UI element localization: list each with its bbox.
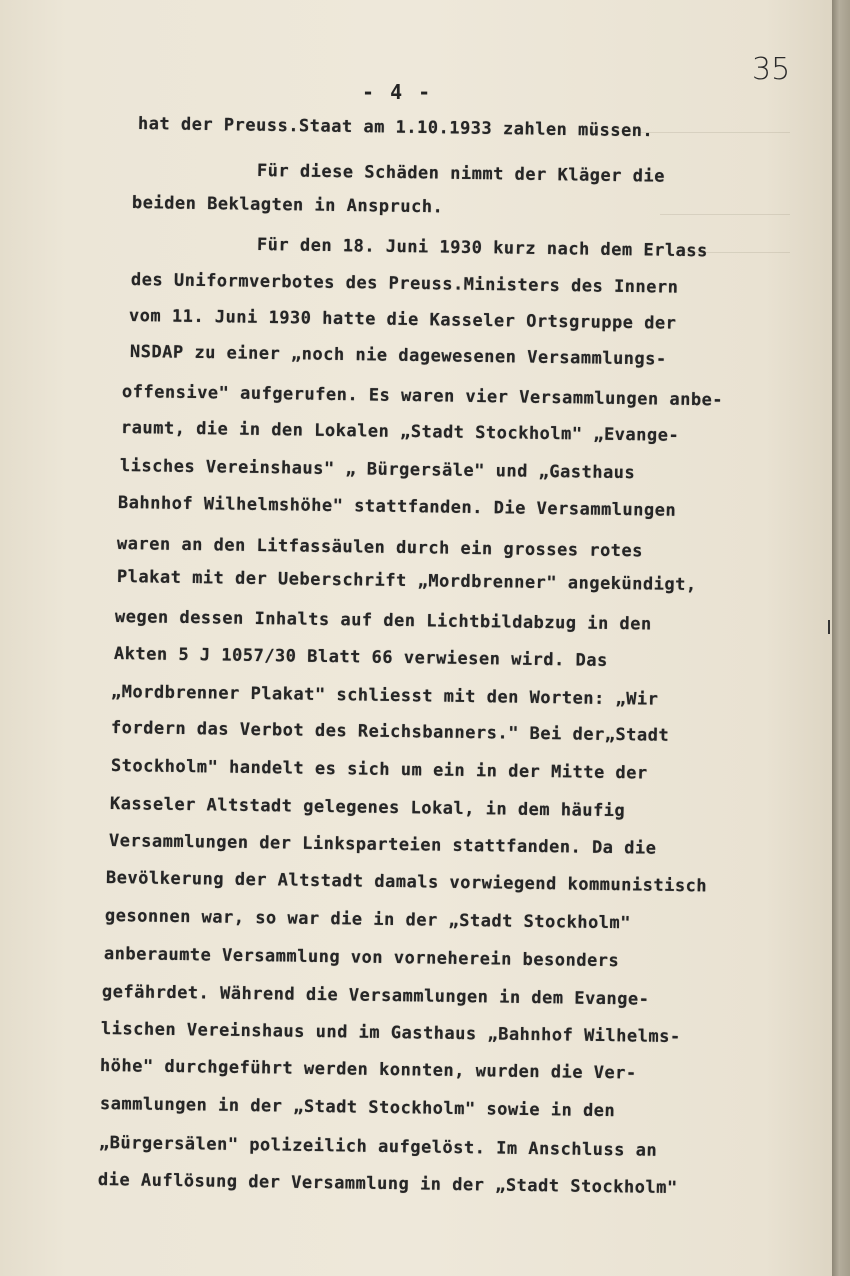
margin-mark [828, 620, 830, 634]
text-line: Bevölkerung der Altstadt damals vorwiegend kommunistisch [105, 868, 708, 897]
text-line: „Mordbrenner Plakat" schliesst mit den Worten: „Wir [110, 682, 659, 710]
text-line: offensive" aufgerufen. Es waren vier Versammlungen anbe- [121, 382, 724, 411]
text-line: Kasseler Altstadt gelegenes Lokal, in dem häufig [109, 794, 626, 822]
text-line: Versammlungen der Linksparteien stattfanden. Da die [108, 831, 657, 859]
text-line: höhe" durchgeführt werden konnten, wurden die Ver- [99, 1056, 637, 1084]
text-line: gesonnen war, so war die in der „Stadt Stockholm" [104, 906, 632, 934]
text-line: Bahnhof Wilhelmshöhe" stattfanden. Die Versammlungen [117, 493, 677, 521]
text-line: Akten 5 J 1057/30 Blatt 66 verwiesen wird. Das [113, 644, 608, 671]
text-line: die Auflösung der Versammlung in der „Stadt Stockholm" [97, 1170, 678, 1199]
page-stack-edge [832, 0, 850, 1276]
text-line: Für den 18. Juni 1930 kurz nach dem Erlass [256, 235, 708, 262]
folio-number: 35 [752, 52, 791, 87]
text-line: wegen dessen Inhalts auf den Lichtbildabzug in den [114, 607, 652, 635]
text-line: des Uniformverbotes des Preuss.Ministers des Innern [130, 270, 679, 298]
bleed-through-mark [640, 132, 790, 133]
text-line: beiden Beklagten in Anspruch. [131, 193, 444, 218]
text-line: NSDAP zu einer „noch nie dagewesenen Versammlungs- [129, 342, 667, 370]
text-line: fordern das Verbot des Reichsbanners." Bei der„Stadt [110, 718, 670, 746]
text-line: lisches Vereinshaus" „ Bürgersäle" und „Gasthaus [119, 456, 636, 484]
text-line: gefährdet. Während die Versammlungen in dem Evange- [101, 982, 650, 1010]
page-number-marker: - 4 - [362, 80, 433, 104]
text-line: lischen Vereinshaus und im Gasthaus „Bahnhof Wilhelms- [100, 1019, 681, 1048]
text-line: raumt, die in den Lokalen „Stadt Stockholm" „Evange- [120, 418, 680, 446]
text-line: „Bürgersälen" polizeilich aufgelöst. Im Anschluss an [98, 1133, 658, 1161]
text-line: sammlungen in der „Stadt Stockholm" sowie in den [99, 1094, 616, 1122]
text-line: Plakat mit der Ueberschrift „Mordbrenner" angekündigt, [116, 567, 697, 596]
text-line: hat der Preuss.Staat am 1.10.1933 zahlen müssen. [137, 114, 654, 142]
bleed-through-mark [660, 214, 790, 215]
text-line: Stockholm" handelt es sich um ein in der Mitte der [110, 756, 648, 784]
text-line: waren an den Litfassäulen durch ein grosses rotes [116, 534, 644, 562]
text-line: anberaumte Versammlung von vorneherein besonders [103, 944, 620, 972]
text-line: vom 11. Juni 1930 hatte die Kasseler Ortsgruppe der [128, 306, 677, 334]
text-line: Für diese Schäden nimmt der Kläger die [256, 161, 666, 187]
